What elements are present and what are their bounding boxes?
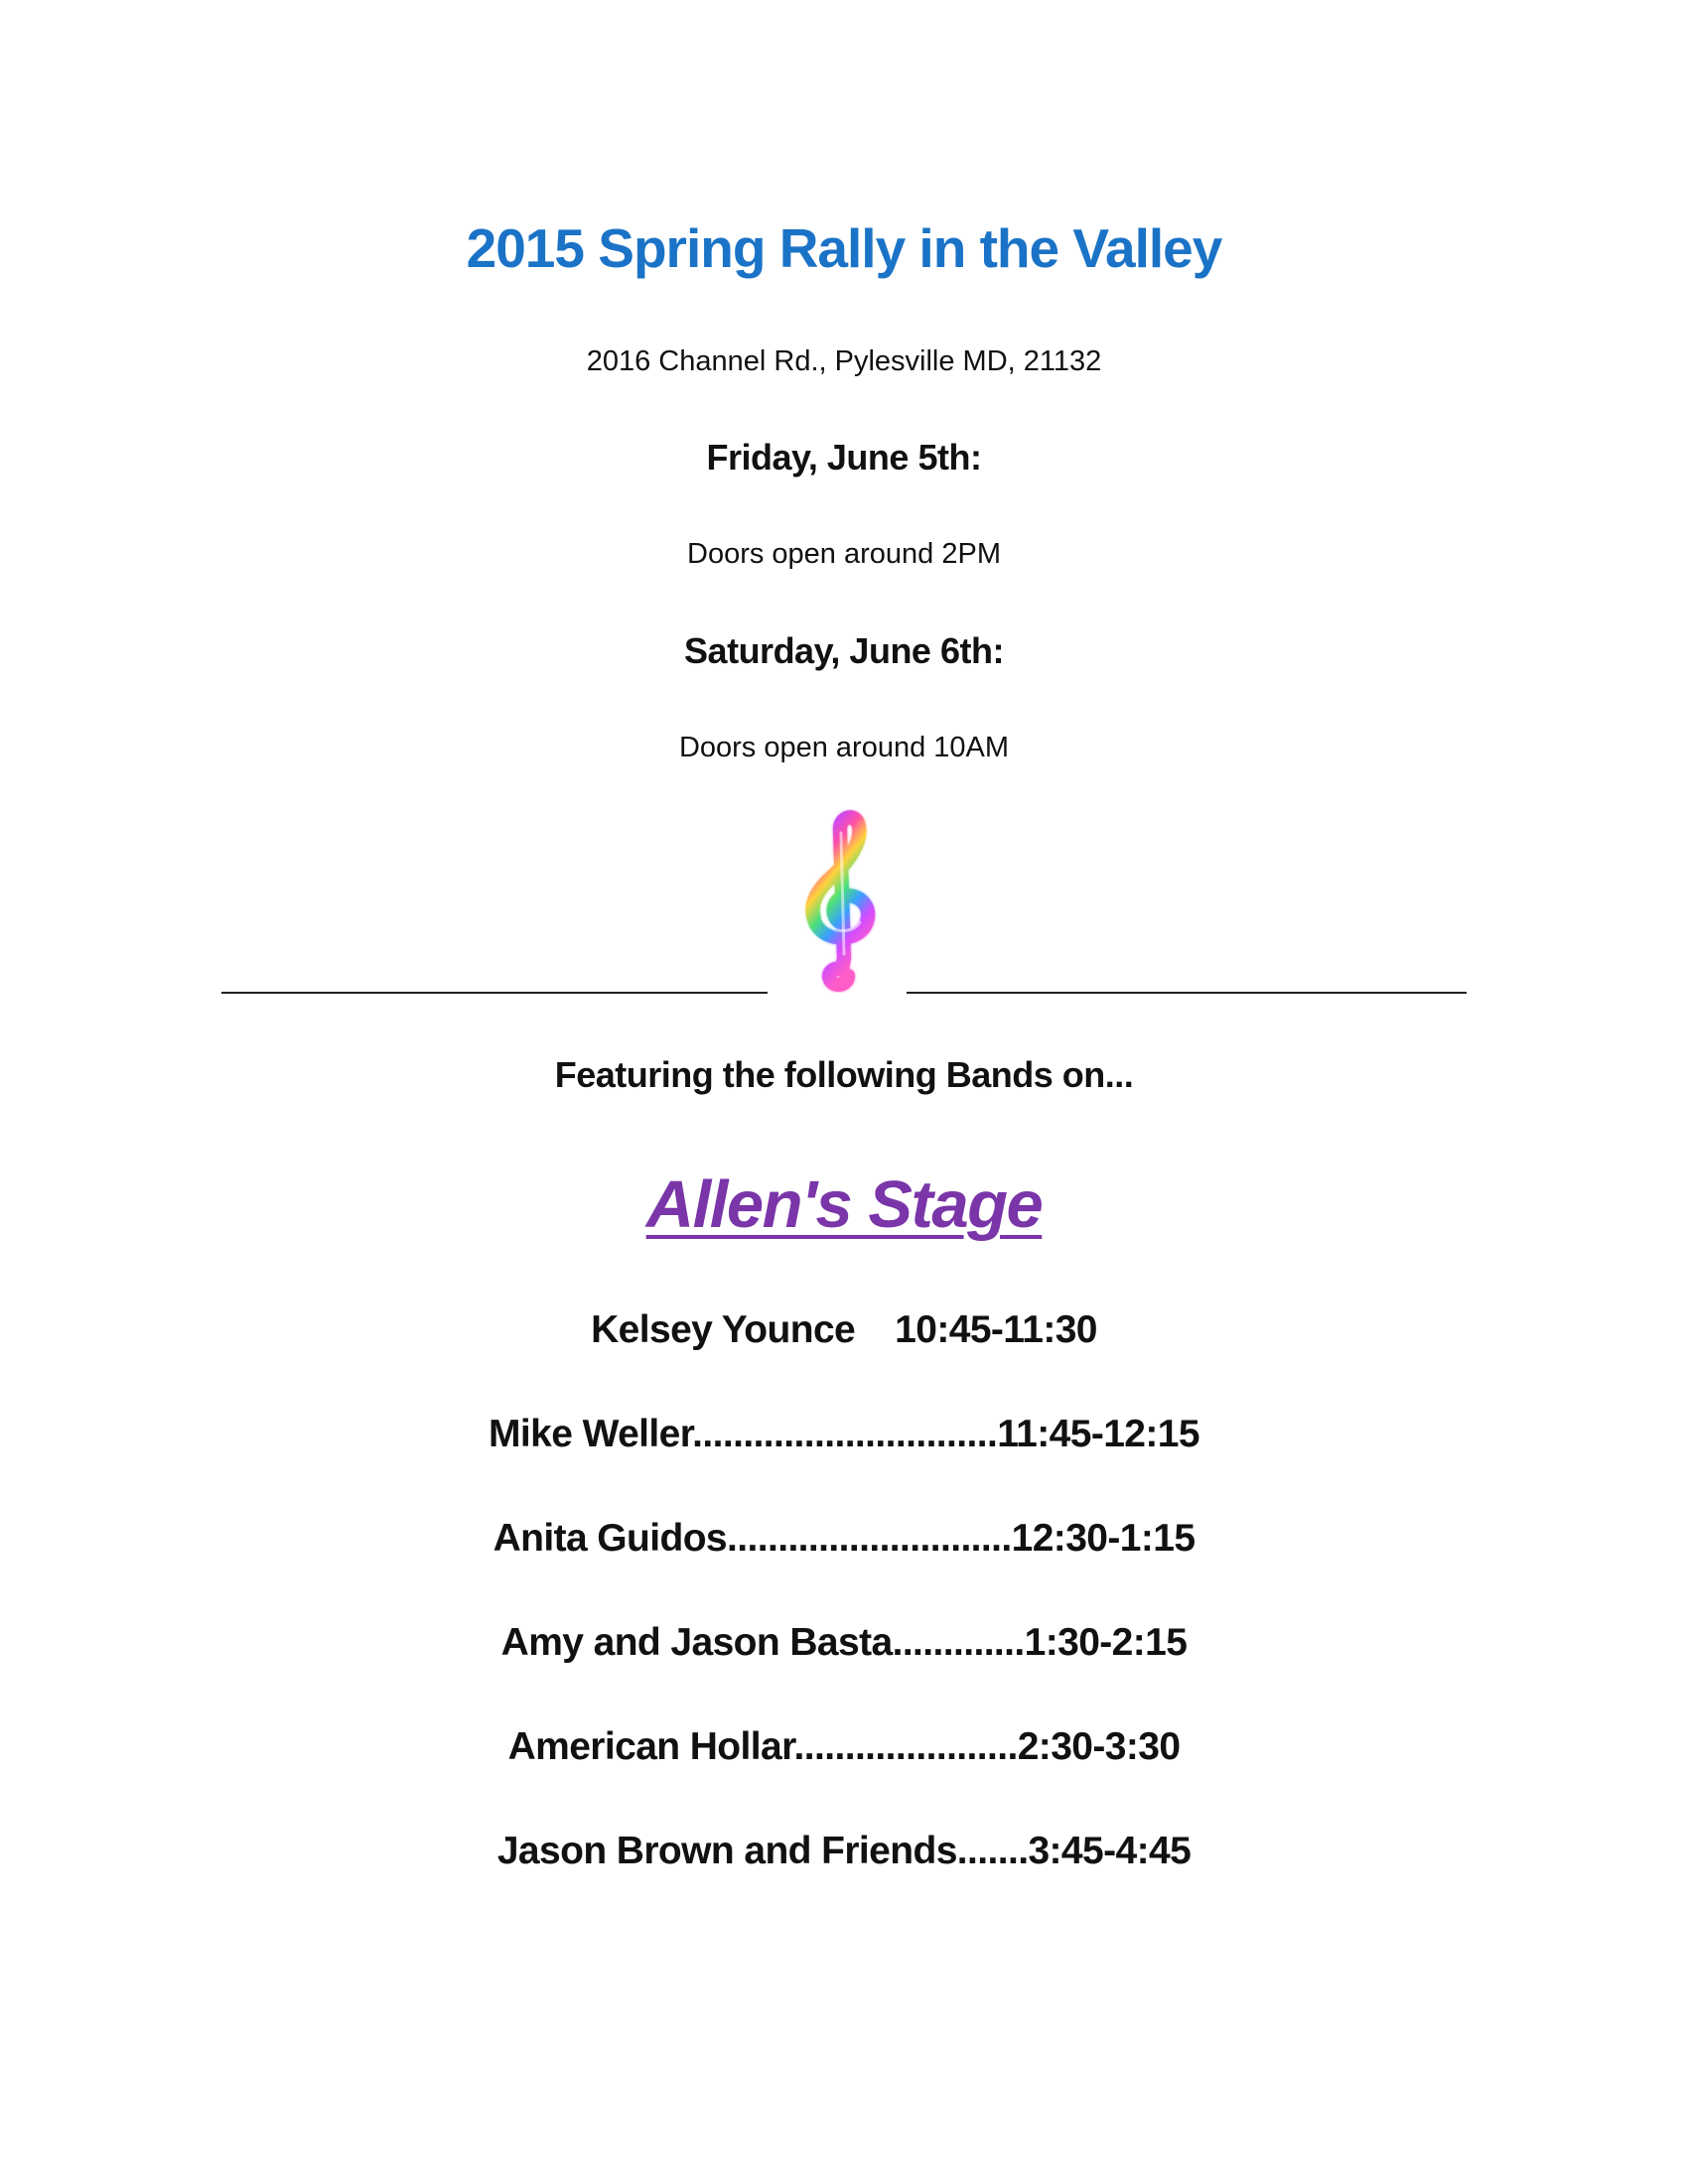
- band-leader: ..............................: [692, 1413, 998, 1455]
- band-time: 2:30-3:30: [1017, 1725, 1181, 1768]
- band-name: Mike Weller: [489, 1413, 693, 1455]
- band-name: American Hollar: [507, 1725, 794, 1768]
- band-row: [0, 1725, 1688, 1769]
- band-name: Kelsey Younce: [591, 1308, 856, 1351]
- band-time: 10:45-11:30: [895, 1308, 1097, 1351]
- band-row: [0, 1308, 1688, 1352]
- divider-left: [221, 992, 768, 994]
- divider-right: [907, 992, 1467, 994]
- stage-name: Allen's Stage: [645, 1167, 1043, 1242]
- band-row: [0, 1413, 1688, 1456]
- band-time: 11:45-12:15: [997, 1413, 1199, 1455]
- friday-heading: Friday, June 5th:: [706, 437, 982, 478]
- event-title: 2015 Spring Rally in the Valley: [466, 217, 1222, 279]
- friday-doors-time: Doors open around 2PM: [687, 538, 1001, 570]
- band-name: Jason Brown and Friends: [496, 1830, 957, 1872]
- band-name: Anita Guidos: [492, 1517, 728, 1560]
- band-name: Amy and Jason Basta: [500, 1621, 893, 1664]
- band-leader: .............: [892, 1621, 1025, 1664]
- treble-clef-icon: [774, 809, 914, 993]
- band-row: [0, 1621, 1688, 1665]
- band-time: 3:45-4:45: [1028, 1830, 1192, 1872]
- band-leader: ............................: [727, 1517, 1012, 1560]
- band-leader: ......................: [793, 1725, 1018, 1768]
- band-row: [0, 1517, 1688, 1561]
- lineup-intro: Featuring the following Bands on...: [554, 1054, 1134, 1095]
- band-leader: .......: [956, 1830, 1029, 1872]
- event-address: 2016 Channel Rd., Pylesville MD, 21132: [586, 345, 1102, 377]
- saturday-doors-time: Doors open around 10AM: [678, 732, 1010, 763]
- band-time: 1:30-2:15: [1024, 1621, 1188, 1664]
- band-time: 12:30-1:15: [1011, 1517, 1196, 1560]
- band-row: [0, 1830, 1688, 1873]
- saturday-heading: Saturday, June 6th:: [684, 630, 1004, 671]
